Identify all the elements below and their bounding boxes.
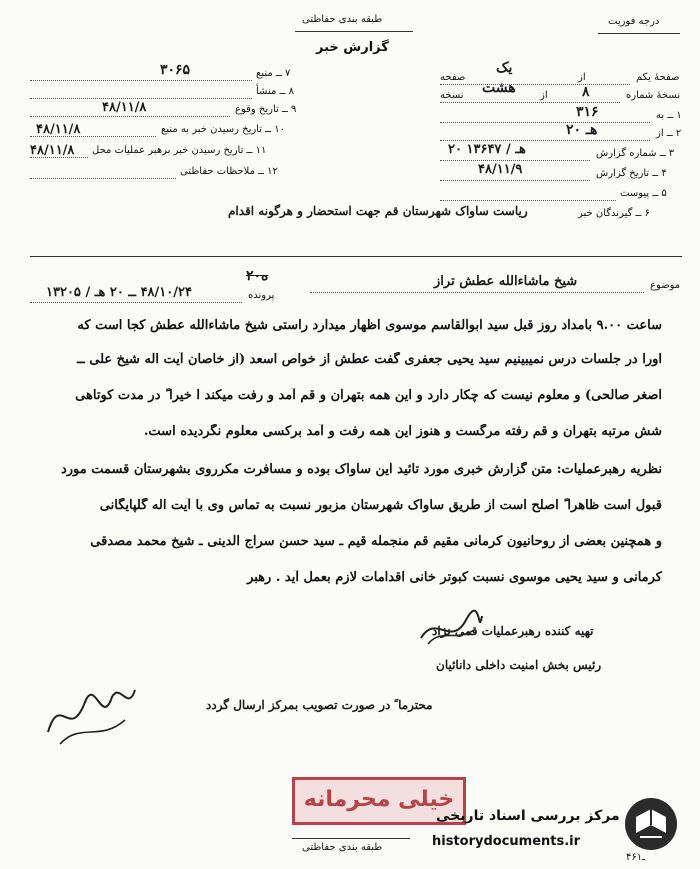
- copy-number: ۸: [582, 84, 590, 100]
- subject-value: شیخ ماشاءالله عطش تراز: [434, 274, 578, 289]
- from-value: ۲۰ هـ: [566, 122, 598, 138]
- body-line-8: کرمانی و سید یحیی موسوی نسبت کبوتر خانی اقدامات لازم بعمل آید . رهبر: [247, 570, 662, 585]
- copy-from: از: [540, 90, 548, 101]
- field-event-date-value: ۴۸/۱۱/۸: [102, 100, 147, 115]
- center-name: مرکز بررسی اسناد تاریخی: [436, 808, 620, 824]
- classification-top: طبقه بندی حفاظتی: [302, 14, 383, 25]
- field-source-receive-label: ۱۰ ــ تاریخ رسیدن خبر به منبع: [161, 124, 285, 135]
- report-number-label: ۳ ــ شماره گزارش: [596, 148, 675, 159]
- report-title: گزارش خبر: [316, 40, 389, 55]
- to-value: ۳۱۶: [576, 104, 599, 120]
- prepared-by: تهیه کننده رهبرعملیات قمی نژاد: [432, 624, 594, 638]
- body-line-5: نظریه رهبرعملیات: متن گزارش خبری مورد تائید این ساواک بوده و مسافرت مکرروی بشهرستان قسمت مورد: [60, 462, 662, 477]
- page-count: یک: [496, 60, 513, 76]
- page-from: از: [578, 72, 586, 83]
- copy-label: نسخهٔ شماره: [626, 90, 680, 101]
- page-label: صفحهٔ یکم: [636, 72, 680, 83]
- field-source-receive-value: ۴۸/۱۱/۸: [36, 122, 81, 137]
- body-line-7: و همچنین بعضی از روحانیون کرمانی مقیم قم منجمله قیم ـ سید حسن سراج الدینی ـ شیخ محمد مصدقی: [90, 534, 662, 549]
- field-source-label: ۷ ــ منبع: [256, 68, 291, 79]
- body-line-6: قبول است ظاهرا ً اصلح است از طریق ساواک شهرستان مزبور نسبت به تماس وی با آیت اله گلپایگانی: [99, 498, 662, 513]
- subject-label: موضوع: [650, 280, 681, 291]
- quill-book-icon: [622, 795, 680, 853]
- report-number-value: ۲۰ هـ / ۱۳۶۴۷: [448, 142, 526, 157]
- page-suffix: صفحه: [440, 72, 466, 83]
- classification-bottom: طبقه بندی حفاظتی: [302, 842, 383, 853]
- copy-suffix: نسخه: [440, 90, 464, 101]
- file-mark: ۲۰ه: [246, 268, 269, 284]
- divider: [30, 256, 682, 257]
- report-date-label: ۴ ــ تاریخ گزارش: [596, 168, 667, 179]
- security-head: رئیس بخش امنیت داخلی دانائیان: [436, 658, 602, 672]
- from-label: ۲ ــ از: [656, 128, 682, 139]
- recipients-value: ریاست ساواک شهرستان قم جهت استحضار و هرگونه اقدام: [228, 204, 528, 218]
- forwarding-note: محترما ً در صورت تصویب بمرکز ارسال گردد: [206, 698, 433, 712]
- priority-label: درجه فوریت: [608, 16, 660, 27]
- body-line-3: اصغر صالحی) و معلوم نیست که چکار دارد و این همه بتهران و قم آمد و رفت میکند ا خیرا ً در مدت کوتاهی: [75, 388, 662, 403]
- field-leader-receive-value: ۴۸/۱۱/۸: [30, 143, 75, 158]
- field-event-date-label: ۹ ــ تاریخ وقوع: [235, 104, 297, 115]
- file-number: ۴۸/۱۰/۲۴ ــ ۲۰ هـ / ۱۳۲۰۵: [46, 285, 192, 300]
- field-source-value: ۳۰۶۵: [160, 62, 191, 78]
- file-label: پرونده: [248, 290, 275, 301]
- signature-scribble-2: [40, 672, 140, 750]
- report-date-value: ۴۸/۱۱/۹: [478, 162, 523, 177]
- attachment-label: ۵ ــ پیوست: [620, 188, 667, 199]
- copy-count: هشت: [482, 80, 516, 96]
- field-origin-label: ۸ ــ منشأ: [256, 86, 294, 97]
- recipients-label: ۶ ــ گیرندگان خبر: [578, 208, 650, 219]
- page-ref: ۴۶ـ۱: [626, 852, 646, 863]
- body-line-4: شش مرتبه بتهران و قم رفته مرگست و هنوز این همه رفت و آمد برکسی معلوم نگردیده است.: [143, 424, 662, 439]
- top-secret-stamp: خیلی محرمانه: [292, 777, 466, 825]
- website: historydocuments.ir: [432, 834, 581, 849]
- body-line-1: ساعت ۹.۰۰ بامداد روز قبل سید ابوالقاسم موسوی اظهار میدارد راستی شیخ ماشاءالله عطش کجا است که: [77, 318, 662, 333]
- field-security-notes-label: ۱۲ ــ ملاحظات حفاظتی: [180, 166, 278, 177]
- body-line-2: اورا در جلسات درس نمیبینیم سید یحیی جعفری گفت عطش از خواص اسعد (از خاصان آیت اله شیخ علی ــ: [77, 352, 662, 367]
- field-leader-receive-label: ۱۱ ــ تاریخ رسیدن خبر برهبر عملیات محل: [92, 145, 267, 156]
- to-label: ۱ ــ به: [656, 110, 682, 121]
- signature-scribble-1: [416, 608, 486, 652]
